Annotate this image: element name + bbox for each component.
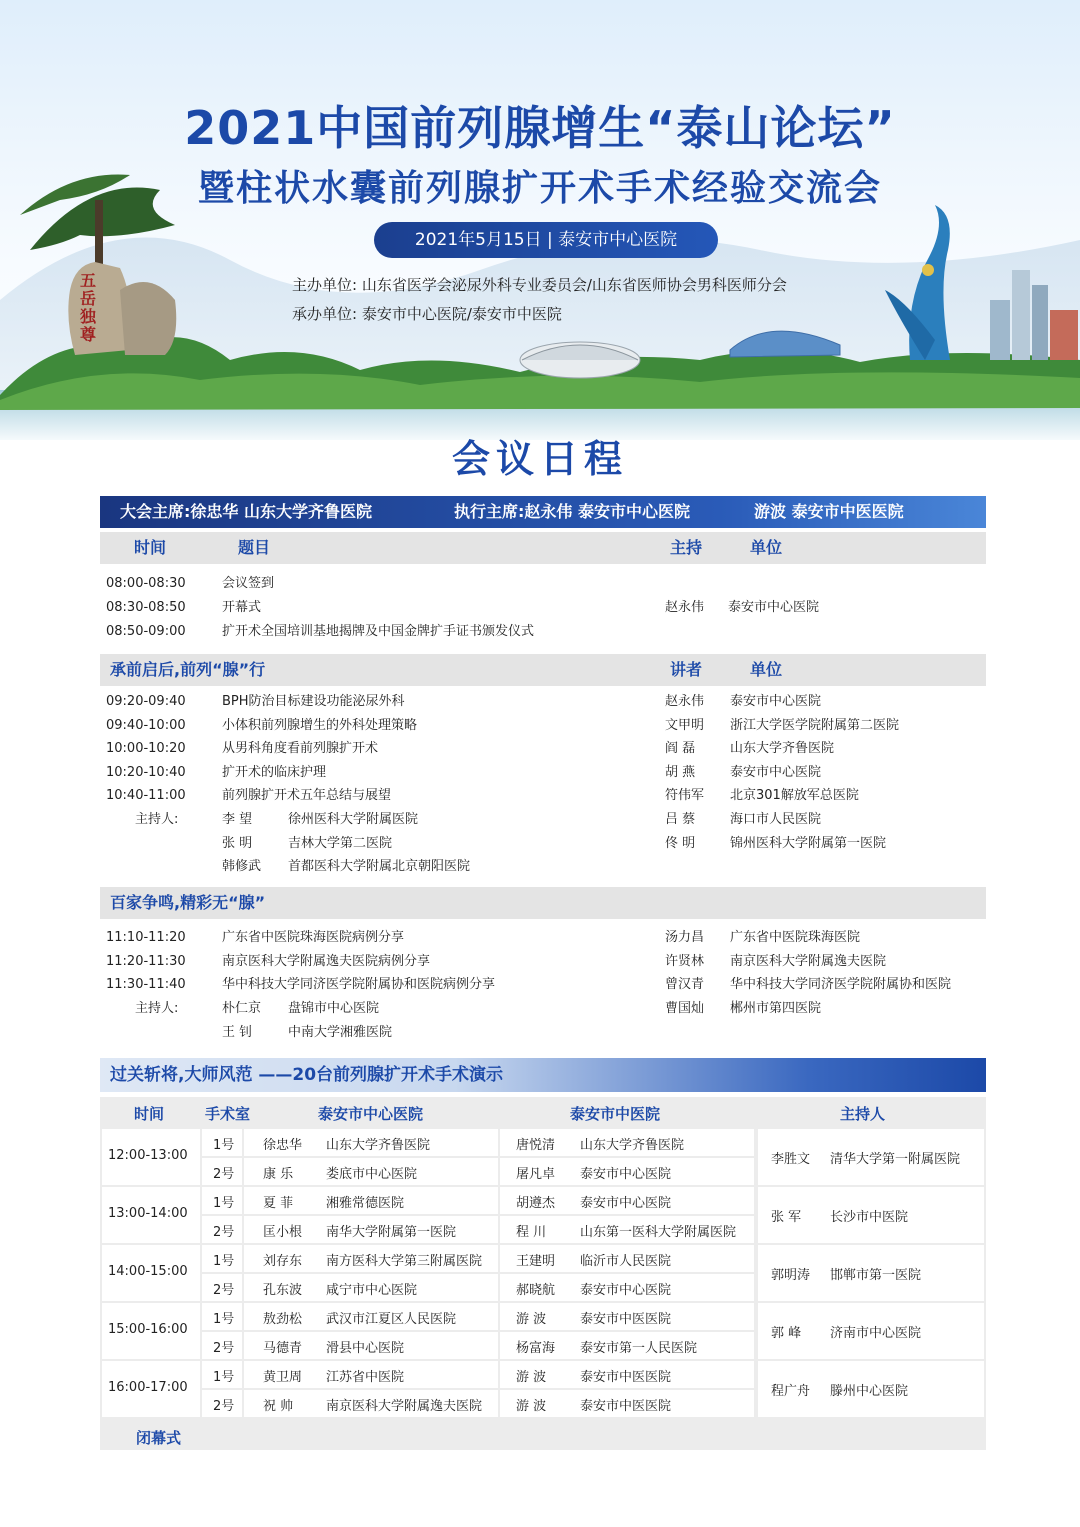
surgeon-unit: 临沂市人民医院 [580,1254,672,1269]
surgeon-name: 程 川 [516,1225,547,1240]
host-label: 主办单位: [292,276,358,294]
hospital1-cell [244,1158,498,1185]
host-cell [758,1187,984,1243]
chairs-bar [100,496,986,528]
moderator-unit: 郴州市第四医院 [730,1001,822,1016]
host-cell [758,1245,984,1301]
surgeon-name: 杨富海 [516,1341,556,1356]
closing-label: 闭幕式 [136,1429,182,1447]
row-topic: 从男科角度看前列腺扩开术 [222,741,379,757]
col-topic: 题目 [238,538,271,557]
moderator-unit: 吉林大学第二医院 [288,835,393,851]
moderator-name: 韩修武 [222,859,262,875]
hospital2-cell [500,1158,754,1185]
row-topic: 南京医科大学附属逸夫医院病例分享 [222,953,431,969]
row-topic: 广东省中医院珠海医院病例分享 [222,930,405,945]
surgeon-unit: 南京医科大学附属逸夫医院 [326,1399,483,1414]
hospital2-cell [500,1303,754,1330]
host-unit: 滕州中心医院 [830,1384,909,1399]
hospital2-cell [500,1390,754,1417]
col-speaker: 讲者 [670,660,703,679]
hospital1-cell [244,1245,498,1272]
surgeon-name: 游 波 [516,1312,547,1327]
col-time: 时间 [134,538,167,557]
room-number: 2号 [213,1225,235,1240]
hospital2-cell [500,1361,754,1388]
room-cell [202,1332,242,1359]
surgeon-unit: 武汉市江夏区人民医院 [326,1312,457,1327]
hospital1-cell [244,1187,498,1214]
surgeon-name: 孔东波 [263,1283,303,1298]
date-venue-pill: 2021年5月15日 | 泰安市中心医院 [374,222,718,258]
row-topic: 华中科技大学同济医学院附属协和医院病例分享 [222,977,496,993]
moderator-unit: 首都医科大学附属北京朝阳医院 [288,859,471,875]
hospital1-cell [244,1303,498,1330]
rock-inscription: 五岳独尊 [80,271,97,344]
surgeon-unit: 泰安市中医医院 [580,1399,672,1414]
room-cell [202,1187,242,1214]
room-cell [202,1158,242,1185]
exec-chair: 执行主席:赵永伟 泰安市中心医院 [454,502,690,521]
row-time: 08:50-09:00 [106,624,186,639]
opening-header [100,532,986,564]
agenda-title: 会议日程 [451,437,628,481]
col-host: 主持人 [840,1105,886,1123]
moderator-unit: 海口市人民医院 [730,812,822,827]
hospital1-cell [244,1129,498,1156]
surgeon-name: 马德青 [263,1341,303,1356]
session2-title: 百家争鸣,精彩无“腺” [110,893,266,912]
room-number: 2号 [213,1167,235,1182]
row-unit: 广东省中医院珠海医院 [730,930,861,945]
time-cell [102,1303,200,1359]
room-cell [202,1216,242,1243]
surgery-table [100,1097,986,1450]
row-topic: 会议签到 [222,576,275,591]
moderator-name: 朴仁京 [222,1001,262,1016]
main-chair: 大会主席:徐忠华 山东大学齐鲁医院 [120,502,372,521]
col-hospital-1: 泰安市中心医院 [318,1105,424,1123]
surgery-title-bar [100,1058,986,1092]
hospital1-cell [244,1332,498,1359]
hospital2-cell [500,1129,754,1156]
surgeon-name: 胡遵杰 [516,1196,556,1211]
surgeon-name: 祝 帅 [263,1399,294,1414]
session1-header [100,654,986,686]
row-time: 10:40-11:00 [106,788,186,804]
time-cell [102,1245,200,1301]
surgeon-name: 敖劲松 [263,1312,303,1327]
room-cell [202,1390,242,1417]
row-unit: 华中科技大学同济医学院附属协和医院 [730,977,952,993]
row-time: 09:40-10:00 [106,717,186,733]
surgeon-name: 夏 菲 [263,1196,294,1211]
host-cell [758,1303,984,1359]
row-topic: 扩开术全国培训基地揭牌及中国金牌扩手证书颁发仪式 [222,624,535,639]
row-speaker: 符伟军 [665,788,705,804]
moderator-name: 吕 蔡 [665,812,696,827]
moderator-name: 张 明 [222,835,253,851]
surgeon-name: 王建明 [516,1254,556,1269]
col-room: 手术室 [205,1105,251,1123]
row-unit: 泰安市中心医院 [730,694,822,709]
room-number: 1号 [213,1370,235,1385]
col-hospital-2: 泰安市中医院 [570,1105,661,1123]
row-speaker: 赵永伟 [665,694,705,709]
host-cell [758,1361,984,1417]
surgeon-name: 屠凡卓 [516,1167,556,1182]
row-time: 09:20-09:40 [106,694,186,709]
row-time: 11:20-11:30 [106,953,186,969]
row-topic: BPH防治目标建设功能泌尿外科 [222,694,405,709]
row-speaker: 胡 燕 [665,764,696,780]
hospital2-cell [500,1187,754,1214]
hospital1-cell [244,1361,498,1388]
surgeon-name: 刘存东 [263,1254,303,1269]
moderator-name: 佟 明 [665,835,696,851]
moderator-name: 李 望 [222,812,253,827]
row-speaker: 文甲明 [665,717,705,733]
row-topic: 前列腺扩开术五年总结与展望 [222,788,392,804]
row-time: 11:30-11:40 [106,977,186,993]
room-number: 1号 [213,1312,235,1327]
surgeon-unit: 山东大学齐鲁医院 [326,1138,431,1153]
surgeon-unit: 泰安市中医医院 [580,1312,672,1327]
room-cell [202,1245,242,1272]
row-unit: 山东大学齐鲁医院 [730,741,835,757]
moderator-name: 王 钊 [222,1024,253,1040]
moderator-label: 主持人: [135,812,179,827]
surgeon-unit: 山东大学齐鲁医院 [580,1138,685,1153]
host-name: 程广舟 [771,1384,811,1399]
block-time: 16:00-17:00 [108,1380,188,1395]
landscape-illustration [0,0,1080,440]
room-number: 1号 [213,1138,235,1153]
host-unit: 清华大学第一附属医院 [830,1152,961,1167]
room-cell [202,1303,242,1330]
moderator-unit: 锦州医科大学附属第一医院 [730,835,887,851]
col-unit: 单位 [750,538,783,557]
room-cell [202,1274,242,1301]
session2-header [100,887,986,919]
row-time: 10:20-10:40 [106,764,186,780]
row-time: 08:00-08:30 [106,576,186,591]
organizer-value: 泰安市中心医院/泰安市中医院 [361,305,562,323]
time-cell [102,1187,200,1243]
block-time: 14:00-15:00 [108,1264,188,1279]
row-unit: 泰安市中心医院 [730,764,822,780]
surgeon-unit: 江苏省中医院 [326,1370,405,1385]
host-name: 郭明涛 [771,1268,811,1283]
hospital1-cell [244,1390,498,1417]
room-number: 2号 [213,1341,235,1356]
host-cell [758,1129,984,1185]
row-time: 08:30-08:50 [106,600,186,615]
exec-chair-2: 游波 泰安市中医医院 [754,502,904,521]
surgeon-name: 徐忠华 [263,1138,303,1153]
surgeon-unit: 湘雅常德医院 [326,1196,405,1211]
room-number: 1号 [213,1196,235,1211]
surgeon-unit: 娄底市中心医院 [326,1167,418,1182]
hospital1-cell [244,1274,498,1301]
surgeon-name: 游 波 [516,1399,547,1414]
sub-title: 暨柱状水囊前列腺扩开术手术经验交流会 [197,168,882,209]
block-time: 13:00-14:00 [108,1206,188,1221]
surgeon-unit: 滑县中心医院 [326,1341,405,1356]
row-host: 赵永伟 [665,600,705,615]
block-time: 12:00-13:00 [108,1148,188,1163]
row-time: 11:10-11:20 [106,930,186,945]
surgeon-unit: 山东第一医科大学附属医院 [580,1225,737,1240]
host-value: 山东省医学会泌尿外科专业委员会/山东省医师协会男科医师分会 [361,276,787,294]
surgeon-name: 游 波 [516,1370,547,1385]
surgeon-unit: 泰安市第一人民医院 [580,1341,698,1356]
row-speaker: 许贤林 [665,953,705,969]
surgeon-unit: 咸宁市中心医院 [326,1283,418,1298]
time-cell [102,1361,200,1417]
host-unit: 济南市中心医院 [830,1326,922,1341]
row-unit: 南京医科大学附属逸夫医院 [730,953,887,969]
host-line [292,274,787,295]
surgeon-name: 唐悦清 [516,1138,556,1153]
row-unit: 泰安市中心医院 [728,600,820,615]
hospital2-cell [500,1216,754,1243]
col-unit: 单位 [750,660,783,679]
organizer-line [292,303,562,324]
host-unit: 邯郸市第一医院 [830,1268,922,1283]
surgeon-name: 郝晓航 [516,1283,556,1298]
hospital1-cell [244,1216,498,1243]
row-time: 10:00-10:20 [106,741,186,757]
host-name: 郭 峰 [771,1326,802,1341]
surgeon-name: 康 乐 [263,1167,294,1182]
hospital2-cell [500,1245,754,1272]
surgeon-unit: 泰安市中心医院 [580,1196,672,1211]
surgeon-name: 黄卫周 [263,1370,303,1385]
row-speaker: 阎 磊 [665,741,696,757]
moderator-name: 曹国灿 [665,1001,705,1016]
room-cell [202,1129,242,1156]
surgeon-unit: 南华大学附属第一医院 [326,1225,457,1240]
col-time: 时间 [134,1105,165,1123]
row-unit: 北京301解放军总医院 [730,788,859,804]
hospital2-cell [500,1332,754,1359]
organizer-label: 承办单位: [292,305,358,323]
surgeon-unit: 泰安市中心医院 [580,1283,672,1298]
surgeon-unit: 南方医科大学第三附属医院 [326,1254,483,1269]
row-topic: 扩开术的临床护理 [222,764,327,780]
host-name: 张 军 [771,1210,802,1225]
row-topic: 小体积前列腺增生的外科处理策略 [222,717,418,733]
host-unit: 长沙市中医院 [830,1210,909,1225]
col-host: 主持 [670,538,703,557]
hero-banner [0,0,1080,440]
row-speaker: 曾汉青 [665,977,705,993]
room-cell [202,1361,242,1388]
moderator-unit: 中南大学湘雅医院 [288,1024,393,1040]
moderator-unit: 盘锦市中心医院 [288,1001,380,1016]
surgeon-unit: 泰安市中心医院 [580,1167,672,1182]
host-name: 李胜文 [771,1152,811,1167]
moderator-unit: 徐州医科大学附属医院 [288,812,419,827]
room-number: 2号 [213,1399,235,1414]
moderator-label: 主持人: [135,1001,179,1016]
surgery-title: 过关斩将,大师风范 ——20台前列腺扩开术手术演示 [110,1065,504,1085]
hospital2-cell [500,1274,754,1301]
time-cell [102,1129,200,1185]
room-number: 2号 [213,1283,235,1298]
main-title: 2021中国前列腺增生“泰山论坛” [184,101,896,155]
surgeon-name: 匡小根 [263,1225,303,1240]
session1-title: 承前启后,前列“腺”行 [110,660,266,679]
surgeon-unit: 泰安市中医医院 [580,1370,672,1385]
row-topic: 开幕式 [222,600,262,615]
block-time: 15:00-16:00 [108,1322,188,1337]
row-unit: 浙江大学医学院附属第二医院 [730,717,900,733]
room-number: 1号 [213,1254,235,1269]
row-speaker: 汤力昌 [665,930,705,945]
